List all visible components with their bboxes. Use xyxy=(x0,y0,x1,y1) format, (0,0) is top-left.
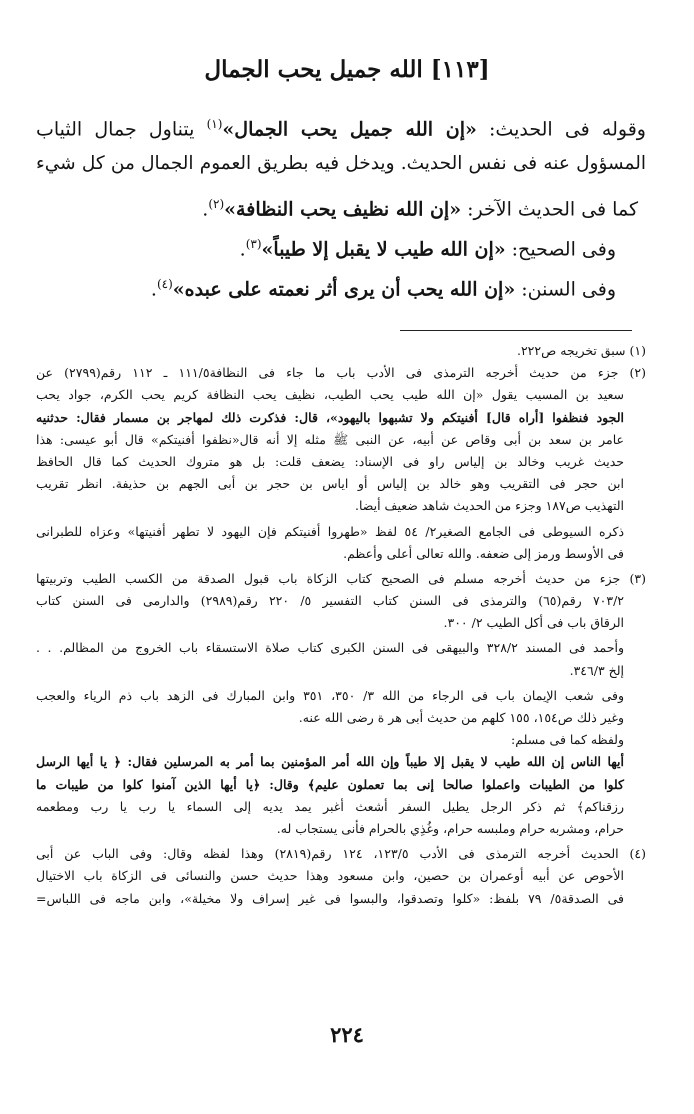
footnote-ref: (٤) xyxy=(156,277,173,291)
page-number: ٢٢٤ xyxy=(330,1022,364,1047)
chapter-title: [١١٣] الله جميل يحب الجمال xyxy=(204,56,490,83)
body-line: وفى السنن: «إن الله يحب أن يرى أثر نعمته على عبده»$^{(٤)}$. xyxy=(150,277,616,301)
main-text xyxy=(36,104,646,304)
footnote-line: ذكره السيوطى فى الجامع الصغير٢/ ٥٤ لفظ «طهروا أفنيتكم فإن اليهود لا تطهر أفنيتها» وعزاه للطبرانى xyxy=(36,523,625,539)
footnote-line: الجود فنظفوا [أراه قال] أفنيتكم ولا تشبهوا باليهود»، قال: فذكرت ذلك لمهاجر بن مسمار فقال: حدثنيه xyxy=(36,409,624,425)
footnotes xyxy=(36,340,646,910)
hadith-quote: «إن الله جميل يحب الجمال» xyxy=(222,118,477,141)
body-line: المسؤول عنه فى نفس الحديث. ويدخل فيه بطريق العموم الجمال من كل شيء xyxy=(36,153,646,174)
footnote-line: حديث غريب وخالد بن إلياس راو فى الإسناد: يضعف قلت: بل هو متروك الحديث كما قال الحافظ xyxy=(36,453,624,469)
footnote-line: وغير ذلك ص١٥٤، ١٥٥ كلهم من حديث أبى هر ة رضى الله عنه. xyxy=(298,710,624,725)
footnote-line: (١) سبق تخريجه ص٢٢٢. xyxy=(516,343,646,358)
footnote-ref: (٣) xyxy=(245,237,262,251)
footnote-line: ولفظه كما فى مسلم: xyxy=(511,732,624,748)
footnote-line: سعيد بن المسيب يقول «إن الله طيب يحب الطيب، نظيف يحب النظافة كريم يحب الكرم، جواد يحب xyxy=(36,387,624,403)
body-line: وقوله فى الحديث: «إن الله جميل يحب الجمال»$^{(١)}$ يتناول جمال الثياب xyxy=(36,117,646,141)
footnote-ref: (٢) xyxy=(208,197,225,211)
footnote-ref: (١) xyxy=(206,117,223,131)
footnote-line: حرام، ومشربه حرام وملبسه حرام، وغُذِي بالحرام فأنى يستجاب له. xyxy=(276,820,624,836)
footnote-line: ٧٠٣/٢ رقم(٦٥) والترمذى فى السنن كتاب التفسير ٥/ ٢٢٠ رقم(٢٩٨٩) والدارمى فى السنن كتاب xyxy=(36,593,625,609)
footnote-line: الأحوص عن أبيه أوعمران بن حصين، وابن مسعود وهذا حديث حسن والنسائى فى الزكاة باب الاختيال xyxy=(36,868,624,884)
footnote-line: وفى شعب الإيمان باب فى الرجاء من الله ٣/ ٣٥٠، ٣٥١ وابن المبارك فى الزهد باب ذم الرياء والعجب xyxy=(36,687,624,703)
footnote-line: وأحمد فى المسند ٣٢٨/٢ والبيهقى فى السنن الكبرى كتاب صلاة الاستسقاء باب الخروج من المظالم. . . xyxy=(36,640,624,656)
footnote-line: ابن حجر فى التقريب وهو خالد بن إلياس أو اياس بن حجر بن أبى الجهم بن حذيفة. انظر تقريب xyxy=(36,476,624,492)
hadith-quote: «إن الله طيب لا يقبل إلا طيباً» xyxy=(261,238,506,261)
footnote-line: (٣) جزء من حديث أخرجه مسلم فى الصحيح كتاب الزكاة باب قبول الصدقة من الكسب الطيب وتربيتها xyxy=(36,570,646,586)
footnote-line: التهذيب ص١٨٧ وجزء من الحديث شاهد ضعيف أيضا. xyxy=(355,498,624,514)
footnote-line: فى الأوسط ورمز إلى ضعفه. والله تعالى أعلى وأعظم. xyxy=(343,545,624,561)
hadith-quote: «إن الله نظيف يحب النظافة» xyxy=(224,198,462,221)
footnote-line: أيها الناس إن الله طيب لا يقبل إلا طيباً وإن الله أمر المؤمنين بما أمر به المرسلين فقال: ﴿ يا أيها الرسل xyxy=(36,754,624,770)
footnote-line: (٤) الحديث أخرجه الترمذى فى الأدب ١٢٣/٥، ١٢٤ رقم(٢٨١٩) وهذا لفظه وقال: وفى الباب عن أبى xyxy=(36,846,646,862)
footnote-separator xyxy=(400,330,632,331)
footnote-line: فى الصدقة٥/ ٧٩ بلفظ: «كلوا وتصدقوا، والبسوا فى غير إسراف ولا مخيلة»، وابن ماجه فى اللباس= xyxy=(36,890,625,906)
footnote-line: عامر بن سعد بن أبى وقاص عن أبيه، عن النبى ﷺ مثله إلا أنه قال«نظفوا أفنيتكم» قال أبو عيسى: هذا xyxy=(36,431,624,447)
footnote-line: رزقناكم﴾ ثم ذكر الرجل يطيل السفر أشعث أغبر يمد يديه إلى السماء يا رب يا رب ومطعمه xyxy=(36,798,624,814)
footnote-line: كلوا من الطيبات واعملوا صالحا إنى بما تعملون عليم﴾ وقال: ﴿يا أيها الذين آمنوا كلوا من طيبات ما xyxy=(36,776,624,792)
footnote-line: إلخ ٣٤٦/٣. xyxy=(569,662,624,678)
footnote-line: (٢) جزء من حديث أخرجه الترمذى فى الأدب باب ما جاء فى النظافة١١١/٥ ـ ١١٢ رقم(٢٧٩٩) عن xyxy=(36,365,646,381)
body-line: كما فى الحديث الآخر: «إن الله نظيف يحب النظافة»$^{(٢)}$. xyxy=(202,197,638,221)
hadith-quote: «إن الله يحب أن يرى أثر نعمته على عبده» xyxy=(172,278,516,301)
footnote-line: الرقاق باب فى أكل الطيب ٢/ ٣٠٠. xyxy=(443,615,624,631)
body-line: وفى الصحيح: «إن الله طيب لا يقبل إلا طيباً»$^{(٣)}$. xyxy=(239,237,616,261)
